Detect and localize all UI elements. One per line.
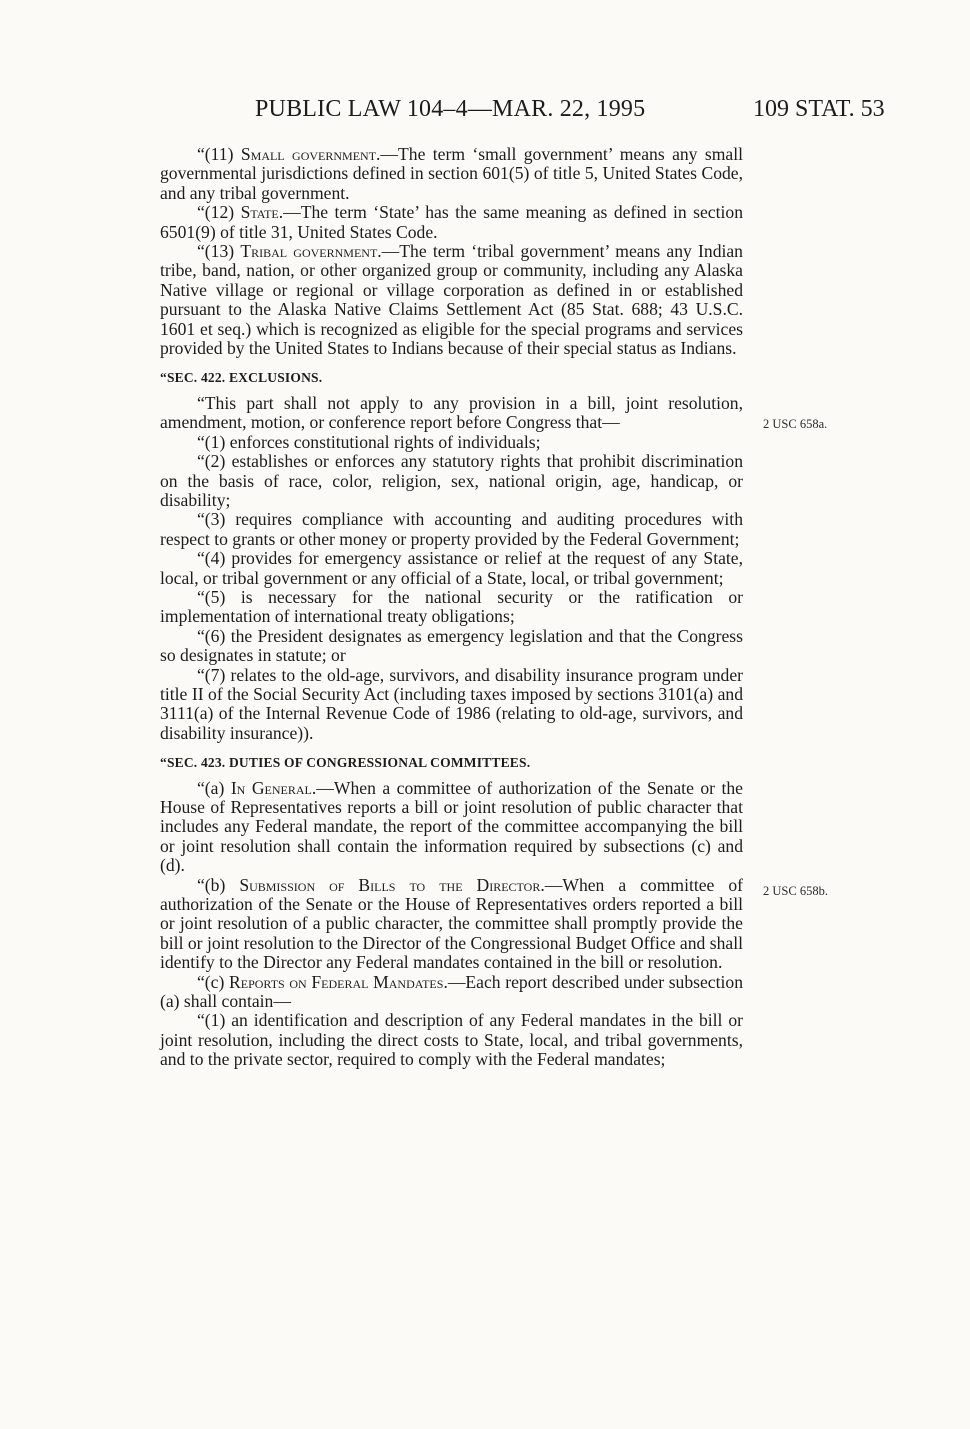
term-small-government: Small government — [240, 144, 377, 164]
section-422-intro: “This part shall not apply to any provision in a bill, joint resolution, amendment, motion, or conference report before Congress that— — [160, 392, 743, 433]
subsection-c: “(c) Reports on Federal Mandates.—Each report described under subsection (a) shall contain— — [160, 971, 743, 1012]
exclusion-item: “(3) requires compliance with accounting and auditing procedures with respect to grants or other money or property provided by the Federal Government; — [160, 509, 743, 549]
term-tribal-government: Tribal government — [240, 241, 378, 262]
term-state: State — [240, 202, 279, 223]
definition-12: “(12) State.—The term ‘State’ has the same meaning as defined in section 6501(9) of title 31, United States Code. — [160, 202, 743, 242]
public-law-citation: PUBLIC LAW 104–4—MAR. 22, 1995 — [255, 96, 646, 122]
exclusion-item: “(6) the President designates as emergency legislation and that the Congress so designates in statute; or — [160, 625, 743, 666]
exclusion-item: “(1) enforces constitutional rights of individuals; — [197, 431, 541, 452]
subsection-c-item-1: “(1) an identification and description of any Federal mandates in the bill or joint resolution, including the direct costs to State, local, and tribal governments, and to the private sector, required to comply with the Federal mandates; — [160, 1010, 743, 1070]
term-submission-of-bills: Submission of Bills to the Director — [239, 874, 541, 895]
definition-13: “(13) Tribal government.—The term ‘tribal government’ means any Indian tribe, band, nation, or other organized group or community, including any Alaska Native village or regional or village corporation as defined in or established pursuant to the Alaska Native Claims Settlement Act (85 Stat. 688; 43 U.S.C. 1601 et seq.) which is recognized as eligible for the special programs and services provided by the United States to Indians because of their special status as Indians. — [160, 241, 743, 359]
section-422-heading: “SEC. 422. EXCLUSIONS. — [160, 370, 323, 386]
term-reports-on-federal-mandates: Reports on Federal Mandates — [229, 971, 444, 992]
term-in-general: In General — [230, 777, 312, 798]
document-body — [160, 145, 743, 1070]
margin-note-sec-423: 2 USC 658b. — [763, 884, 828, 898]
margin-note-sec-422: 2 USC 658a. — [763, 417, 828, 431]
definition-11: “(11) Small government.—The term ‘small government’ means any small governmental jurisdictions defined in section 601(5) of title 5, United States Code, and any tribal government. — [160, 144, 743, 203]
exclusion-item: “(7) relates to the old-age, survivors, and disability insurance program under title II of the Social Security Act (including taxes imposed by sections 3101(a) and 3111(a) of the Internal Revenue Code of 1986 (relating to old-age, survivors, and disability insurance)). — [160, 664, 743, 743]
subsection-b: “(b) Submission of Bills to the Director.—When a committee of authorization of the Senate or the House of Representatives orders reported a bill or joint resolution of a public character, the committee shall promptly provide the bill or joint resolution to the Director of the Congressional Budget Office and shall identify to the Director any Federal mandates contained in the bill or resolution. — [160, 874, 744, 973]
exclusion-item: “(4) provides for emergency assistance or relief at the request of any State, local, or tribal government or any official of a State, local, or tribal government; — [160, 548, 743, 588]
section-423-heading: “SEC. 423. DUTIES OF CONGRESSIONAL COMMITTEES. — [160, 755, 531, 771]
exclusion-item: “(5) is necessary for the national security or the ratification or implementation of international treaty obligations; — [160, 586, 743, 627]
statute-page-number: 109 STAT. 53 — [753, 96, 885, 122]
running-header — [0, 96, 970, 130]
exclusion-item: “(2) establishes or enforces any statutory rights that prohibit discrimination on the basis of race, color, religion, sex, national origin, age, handicap, or disability; — [160, 451, 743, 510]
subsection-a: “(a) In General.—When a committee of authorization of the Senate or the House of Representatives reports a bill or joint resolution of public character that includes any Federal mandate, the report of the committee accompanying the bill or joint resolution shall contain the information required by subsections (c) and (d). — [160, 777, 743, 876]
